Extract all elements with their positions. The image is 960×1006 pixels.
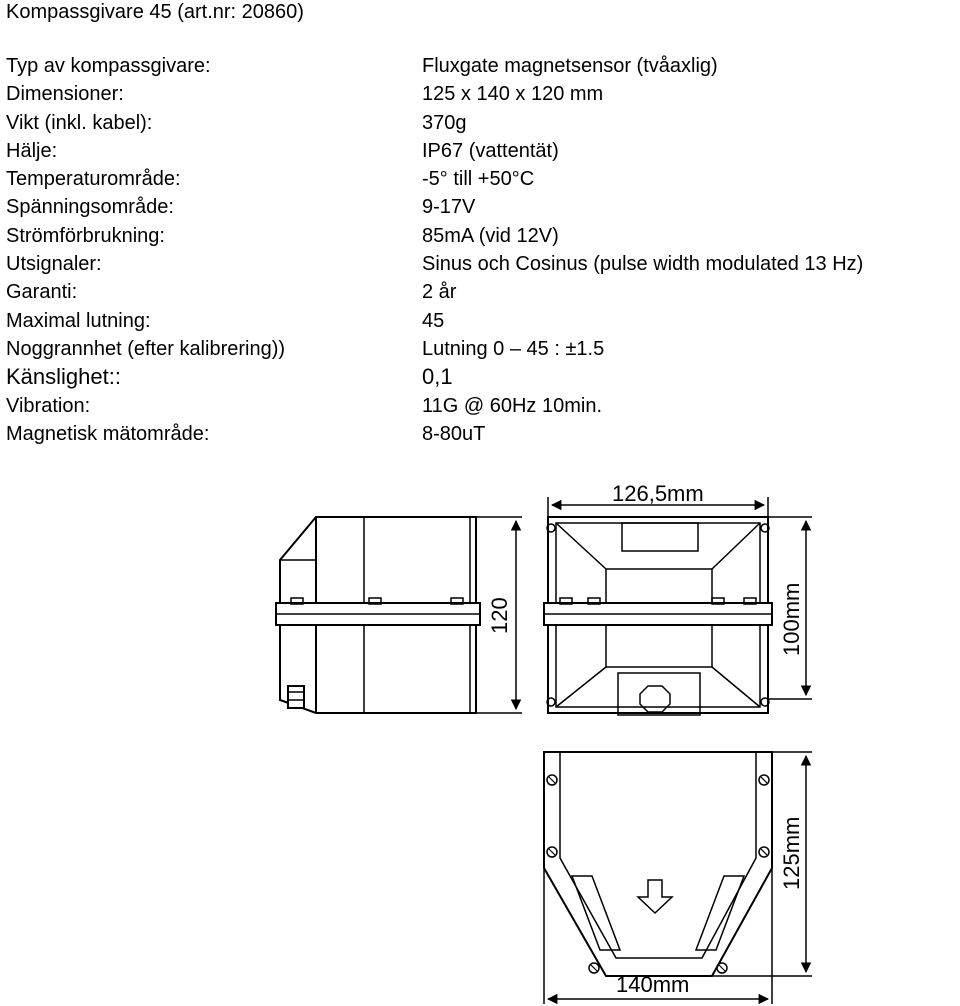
side-height-label: 120 [487, 597, 512, 634]
spec-value: 11G @ 60Hz 10min. [422, 394, 603, 417]
top-depth-label: 100mm [779, 582, 804, 656]
spec-value: 0,1 [422, 364, 453, 390]
bottom-view-drawing [544, 752, 772, 976]
side-view-drawing [276, 517, 480, 713]
spec-label: Känslighet:: [6, 364, 121, 390]
spec-label: Strömförbrukning: [6, 224, 165, 247]
spec-value: 45 [422, 309, 445, 332]
spec-value: Sinus och Cosinus (pulse width modulated 13 Hz) [422, 253, 864, 276]
spec-label: Garanti: [6, 281, 78, 304]
spec-label: Utsignaler: [6, 253, 102, 276]
spec-value: IP67 (vattentät) [422, 139, 559, 162]
spec-value: Lutning 0 – 45 : ±1.5 [422, 337, 605, 360]
spec-label: Temperaturområde: [6, 168, 181, 191]
spec-value: Fluxgate magnetsensor (tvåaxlig) [422, 55, 718, 77]
spec-label: Spänningsområde: [6, 196, 174, 219]
spec-label: Vibration: [6, 394, 91, 417]
top-view-drawing [544, 517, 772, 715]
spec-label: Noggrannhet (efter kalibrering)) [6, 337, 286, 360]
spec-value: 9-17V [422, 196, 476, 219]
top-width-label: 126,5mm [612, 481, 704, 506]
spec-value: 125 x 140 x 120 mm [422, 83, 604, 106]
spec-label: Hälje: [6, 139, 58, 162]
spec-value: 85mA (vid 12V) [422, 224, 559, 247]
spec-label: Dimensioner: [6, 83, 124, 106]
document-title: Kompassgivare 45 (art.nr: 20860) [6, 1, 304, 23]
spec-value: 370g [422, 111, 467, 134]
spec-value: -5° till +50°C [422, 168, 535, 191]
spec-label: Typ av kompassgivare: [6, 55, 211, 77]
bottom-width-label: 140mm [616, 972, 690, 997]
spec-label: Magnetisk mätområde: [6, 422, 210, 445]
spec-label: Maximal lutning: [6, 309, 151, 332]
spec-value: 2 år [422, 281, 457, 304]
bottom-height-label: 125mm [779, 816, 804, 890]
spec-label: Vikt (inkl. kabel): [6, 111, 153, 134]
spec-value: 8-80uT [422, 422, 486, 445]
